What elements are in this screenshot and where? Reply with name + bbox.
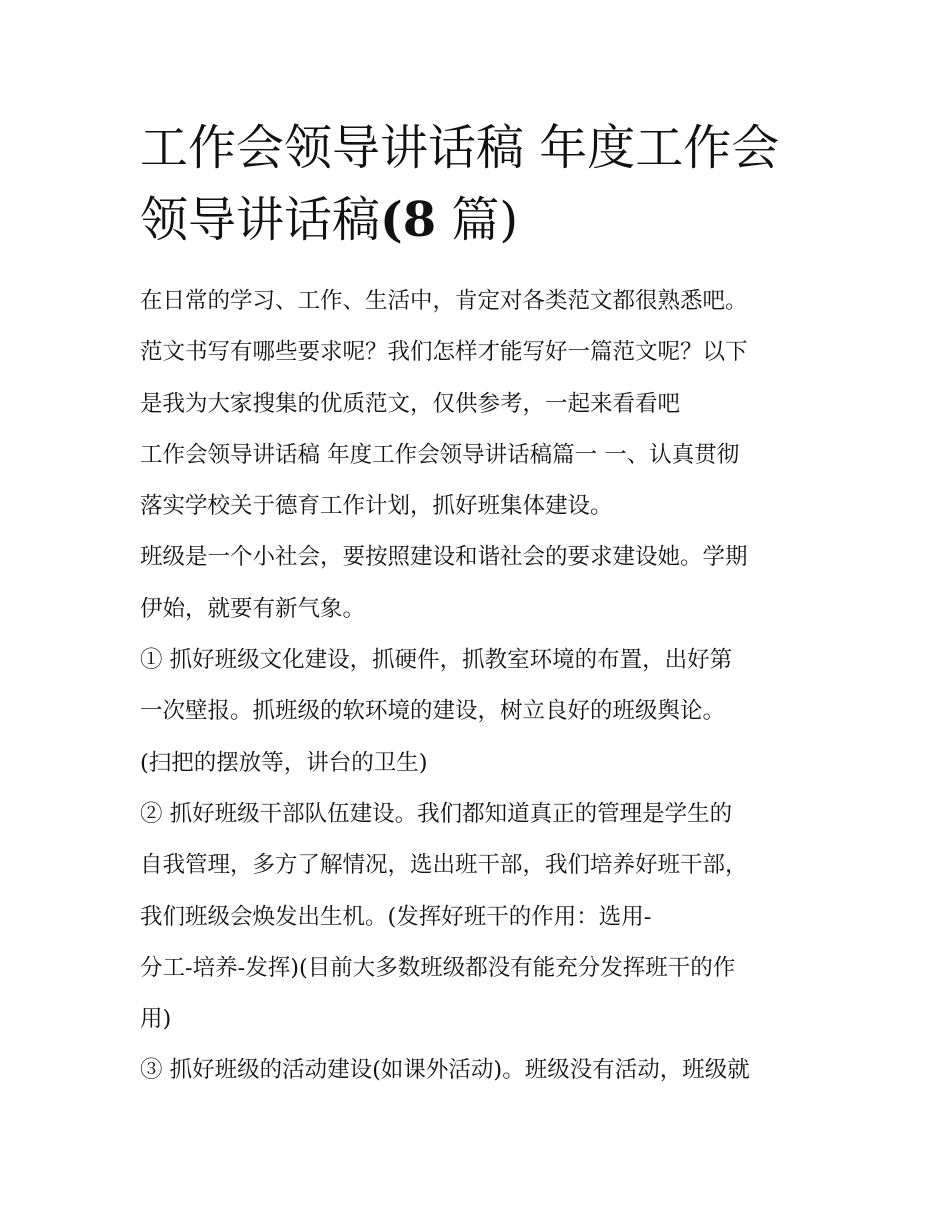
body-line: 在日常的学习、工作、生活中，肯定对各类范文都很熟悉吧。	[140, 288, 748, 314]
body-line: 班级是一个小社会，要按照建设和谐社会的要求建设她。学期	[140, 544, 748, 571]
body-line: 用)	[140, 1006, 172, 1033]
body-line: 落实学校关于德育工作计划，抓好班集体建设。	[140, 493, 613, 520]
body-line: ① 抓好班级文化建设，抓硬件，抓教室环境的布置，出好第	[140, 647, 733, 674]
document-body	[140, 276, 830, 1097]
body-line: ③ 抓好班级的活动建设(如课外活动)。班级没有活动，班级就	[140, 1057, 750, 1084]
body-line: 一次壁报。抓班级的软环境的建设，树立良好的班级舆论。	[140, 698, 726, 725]
body-line: 范文书写有哪些要求呢？我们怎样才能写好一篇范文呢？以下	[140, 339, 748, 366]
body-line: 我们班级会焕发出生机。(发挥好班干的作用：选用-	[140, 903, 652, 930]
body-line: 是我为大家搜集的优质范文，仅供参考，一起来看看吧	[140, 390, 681, 417]
body-line: 自我管理，多方了解情况，选出班干部，我们培养好班干部，	[140, 852, 748, 879]
title-line-2-suffix: 篇)	[436, 192, 519, 248]
document-title	[140, 112, 840, 256]
body-line: 伊始，就要有新气象。	[140, 595, 366, 622]
title-line-2-count: (8	[380, 192, 437, 248]
body-line: 分工-培养-发挥)(目前大多数班级都没有能充分发挥班干的作	[140, 954, 736, 981]
title-line-2-prefix: 领导讲话稿	[140, 192, 381, 248]
body-line: ② 抓好班级干部队伍建设。我们都知道真正的管理是学生的	[140, 800, 733, 827]
body-line: 工作会领导讲话稿 年度工作会领导讲话稿篇一 一、认真贯彻	[140, 441, 740, 468]
body-line: (扫把的摆放等，讲台的卫生)	[140, 749, 428, 776]
title-line-1: 工作会领导讲话稿 年度工作会	[140, 120, 780, 176]
